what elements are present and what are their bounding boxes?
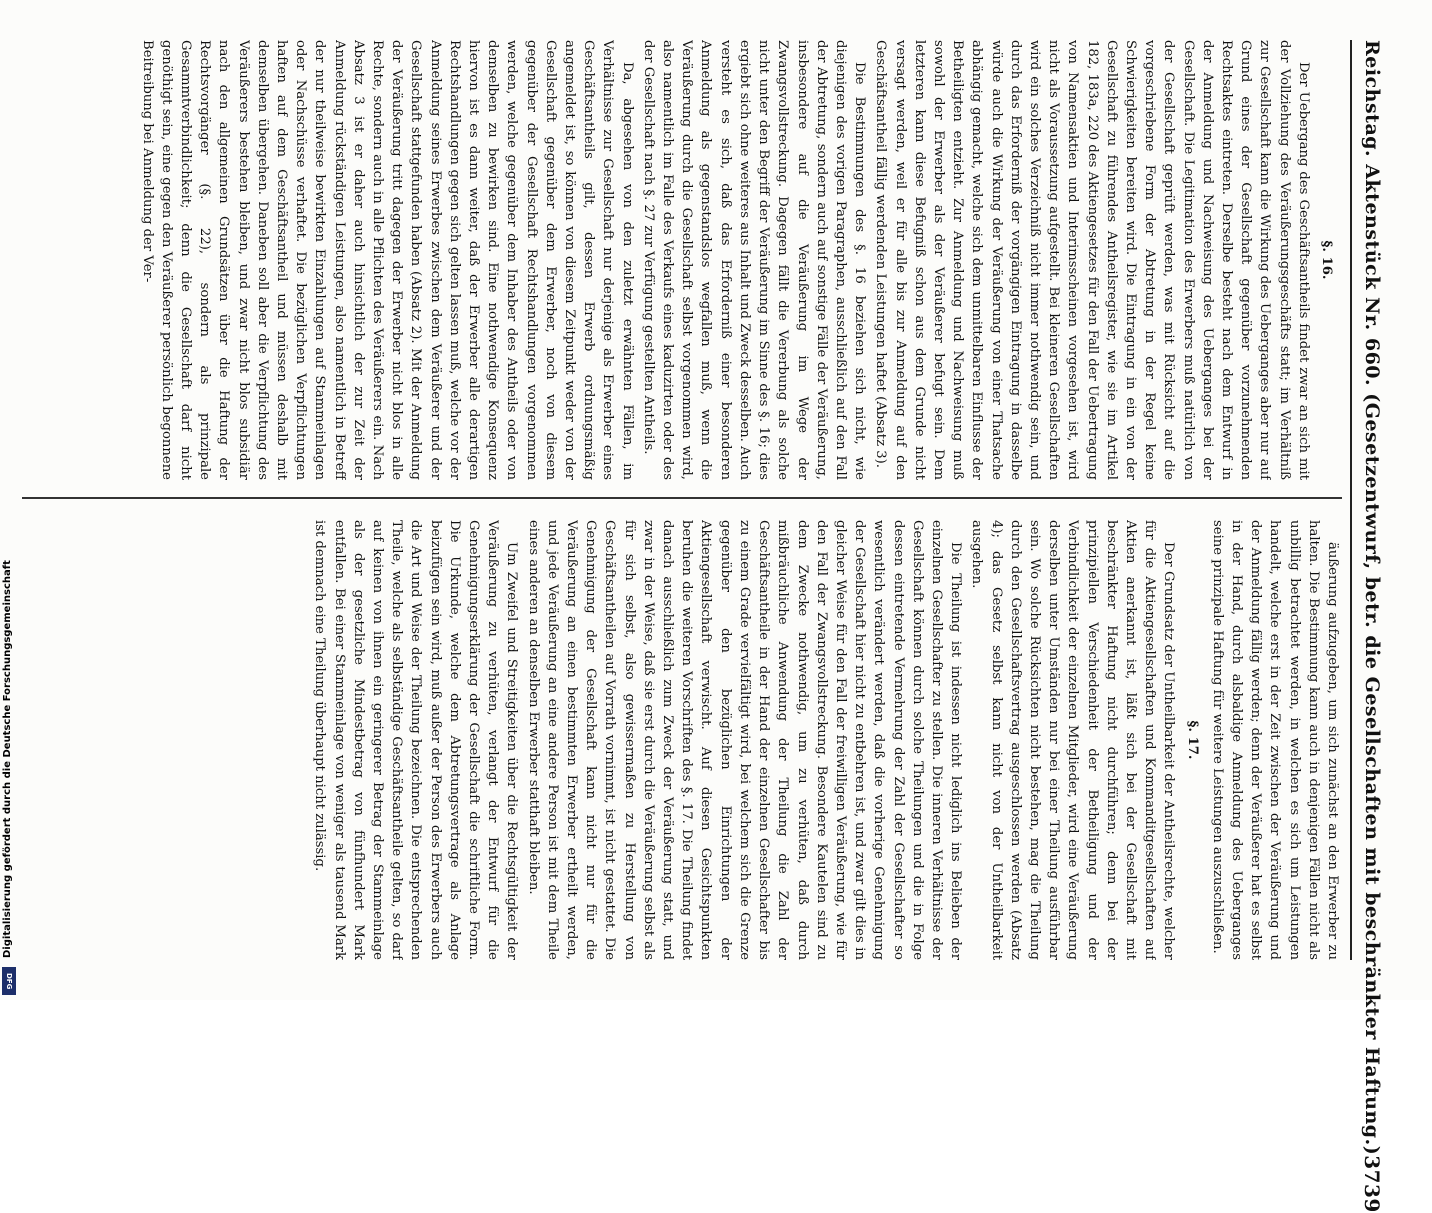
section-heading: §. 16. xyxy=(1319,240,1334,280)
left-column xyxy=(22,40,1342,480)
dfg-logo: DFG xyxy=(2,967,16,995)
paragraph: Da, abgesehen von den zuletzt erwähnten Fällen, im Verhältnisse zur Gesellschaft nur derjenige als Erwerber eines Geschäftsantheils gilt, dessen Erwerb ordnungsmäßig angemeldet ist, so können von diesem Zeitpunkt weder von der Gesellschaft gegenüber dem Erwerber, noch von diesem gegenüber der Gesellschaft Rechtshandlungen vorgenommen werden, welche gegenüber dem Inhaber des Antheils oder von demselben zu bewirken sind. Eine nothwendige Konsequenz hiervon ist es dann weiter, daß der Erwerber alle derartigen Rechtshandlungen gegen sich gelten lassen muß, welche vor der Anmeldung seines Erwerbes zwischen dem Veräußerer und der Gesellschaft stattgefunden haben (Absatz 2). Mit der Anmeldung der Veräußerung tritt dagegen der Erwerber nicht blos in alle Rechte, sondern auch in alle Pflichten des Veräußerers ein. Nach Absatz 3 ist er daher auch hinsichtlich der zur Zeit der Anmeldung rückständigen Leistungen, also namentlich in Betreff der nur theilweise bewirkten Einzahlungen auf Stammeinlagen oder Nachschüsse verhaftet. Die bezüglichen Verpflichtungen haften auf dem Geschäftsantheil und müssen deshalb mit demselben übergehen. Daneben soll aber die Verpflichtung des Veräußerers bestehen bleiben, und zwar nicht blos subsidiär nach den allgemeinen Grundsätzen über die Haftung der Rechtsvorgänger (§. 22), sondern als prinzipale Gesammtverbindlichkeit; denn die Gesellschaft darf nicht genöthigt sein, eine gegen den Veräußerer persönlich begonnene Beitreibung bei Anmeldung der Ver- xyxy=(139,40,635,480)
header-title: Reichstag. Aktenstück Nr. 660. (Gesetzentwurf, betr. die Gesellschaften mit beschränkter Haftung.) xyxy=(1361,40,1383,1156)
page-number: 3739 xyxy=(1360,1155,1384,1213)
right-column xyxy=(22,520,1342,960)
page-header xyxy=(1350,40,1392,1213)
paragraph: Um Zweifel und Streitigkeiten über die Rechtsgültigkeit der Veräußerung zu verhüten, verlangt der Entwurf für die Genehmigungserklärung der Gesellschaft die schriftliche Form. Die Urkunde, welche dem Abtretungsvertrage als Anlage beizufügen sein wird, muß außer der Person des Erwerbers auch die Art und Weise der Theilung bezeichnen. Die entsprechenden Theile, welche als selbständige Geschäftsantheile gelten, so darf auf keinen von ihnen ein geringerer Betrag der Stammeinlage als der gesetzliche Mindestbetrag von fünfhundert Mark entfallen. Bei einer Stammeinlage von weniger als tausend Mark ist demnach eine Theilung überhaupt nicht zulässig. xyxy=(312,520,520,960)
paragraph: äußerung aufzugeben, um sich zunächst an den Erwerber zu halten. Die Bestimmung kann auch in denjenigen Fällen nicht als unbillig betrachtet werden, in welchen es sich um Leistungen handelt, welche erst in der Zeit zwischen der Veräußerung und der Anmeldung fällig werden; denn der Veräußerer hat es selbst in der Hand, durch alsbaldige Anmeldung des Ueberganges seine prinzipale Haftung für weitere Leistungen auszuschließen. xyxy=(1209,520,1340,960)
section-heading: §. 17. xyxy=(1184,720,1200,760)
paragraph: Die Bestimmungen des §. 16 beziehen sich nicht, wie diejenigen des vorigen Paragraphen, ausschließlich auf den Fall der Abtretung, sondern auch auf sonstige Fälle der Veräußerung, insbesondere auf die Veräußerung im Wege der Zwangsvollstreckung. Dagegen fällt die Vererbung als solche nicht unter den Begriff der Veräußerung im Sinne des §. 16; dies ergiebt sich ohne weiteres aus Inhalt und Zweck desselben. Auch versteht es sich, daß das Erforderniß einer besonderen Anmeldung als gegenstandslos wegfallen muß, wenn die Veräußerung durch die Gesellschaft selbst vorgenommen wird, also namentlich im Falle des Verkaufs eines kaduzirten oder des der Gesellschaft nach §. 27 zur Verfügung gestellten Antheils. xyxy=(640,40,868,480)
paragraph: Die Theilung ist indessen nicht lediglich ins Belieben der einzelnen Gesellschafter zu stellen. Die inneren Verhältnisse der Gesellschaft können durch solche Theilungen und die in Folge dessen eintretende Vermehrung der Zahl der Gesellschafter so wesentlich verändert werden, daß die vorherige Genehmigung der Gesellschaft hier nicht zu entbehren ist, und zwar gilt dies in gleicher Weise für den Fall der freiwilligen Veräußerung, wie für den Fall der Zwangsvollstreckung. Besondere Kautelen sind zu dem Zwecke nothwendig, um zu verhüten, daß durch mißbräuchliche Anwendung der Theilung die Zahl der Geschäftsantheile in der Hand der einzelnen Gesellschafter bis zu einem Grade vervielfältigt wird, bei welchem sich die Grenze gegenüber den bezüglichen Einrichtungen der Aktiengesellschaft verwischt. Auf diesen Gesichtspunkten beruhen die weiteren Vorschriften des §. 17. Die Theilung findet danach ausschließlich zum Zweck der Veräußerung statt, und zwar in der Weise, daß sie erst durch die Veräußerung selbst als für sich selbst, also gewissermaßen zu Herstellung von Geschäftsantheilen auf Vorrath vornimmt, ist nicht gestattet. Die Genehmigung der Gesellschaft kann nicht nur für die Veräußerung an einen bestimmten Erwerber ertheilt werden, und jede Veräußerung an eine andere Person ist mit dem Theile eines anderen an denselben Erwerber statthaft bleiben. xyxy=(525,520,964,960)
column-divider xyxy=(22,497,1342,499)
digitization-credit: Digitalisierung gefördert durch die Deutsche Forschungsgemeinschaft xyxy=(2,560,13,958)
paragraph: Der Uebergang des Geschäftsantheils findet zwar an sich mit der Vollziehung des Veräußerungsgeschäfts statt; im Verhältniß zur Gesellschaft kann die Wirkung des Ueberganges aber nur auf Grund eines der Gesellschaft gegenüber vorzunehmenden Rechtsaktes eintreten. Derselbe besteht nach dem Entwurf in der Anmeldung und Nachweisung des Ueberganges bei der Gesellschaft. Die Legitimation des Erwerbers muß natürlich von der Gesellschaft geprüft werden, was mit Rücksicht auf die vorgeschriebene Form der Abtretung in der Regel keine Schwierigkeiten bereiten wird. Die Eintragung in ein von der Gesellschaft zu führendes Antheilsregister, wie sie im Artikel 182, 183a, 220 des Aktiengesetzes für den Fall der Uebertragung von Namensaktien und Interimsscheinen vorgesehen ist, wird nicht als Voraussetzung aufgestellt. Bei kleineren Gesellschaften wird ein solches Verzeichniß nicht immer nothwendig sein, und durch das Erforderniß der vorgängigen Eintragung in dasselbe würde auch die Wirkung der Veräußerung von einer Thatsache abhängig gemacht, welche sich dem unmittelbaren Einflusse der Betheiligten entzieht. Zur Anmeldung und Nachweisung muß sowohl der Erwerber als der Veräußerer befugt sein. Dem letzteren kann diese Befugniß schon aus dem Grunde nicht versagt werden, weil er für alle bis zur Anmeldung auf den Geschäftsantheil fällig werdenden Leistungen haftet (Absatz 3). xyxy=(873,40,1311,480)
paragraph: Der Grundsatz der Untheilbarkeit der Antheilsrechte, welcher für die Aktiengesellschaften und Kommanditgesellschaften auf Aktien anerkannt ist, läßt sich bei der Gesellschaft mit beschränkter Haftung nicht durchführen; denn bei der prinzipiellen Verschiedenheit der Betheiligung und der Verbindlichkeit der einzelnen Mitglieder, wird eine Veräußerung derselben unter Umständen nur bei einer Theilung ausführbar sein. Wo solche Rücksichten nicht bestehen, mag die Theilung durch den Gesellschaftsvertrag ausgeschlossen werden (Absatz 4); das Gesetz selbst kann nicht von der Untheilbarkeit ausgehen. xyxy=(969,520,1177,960)
